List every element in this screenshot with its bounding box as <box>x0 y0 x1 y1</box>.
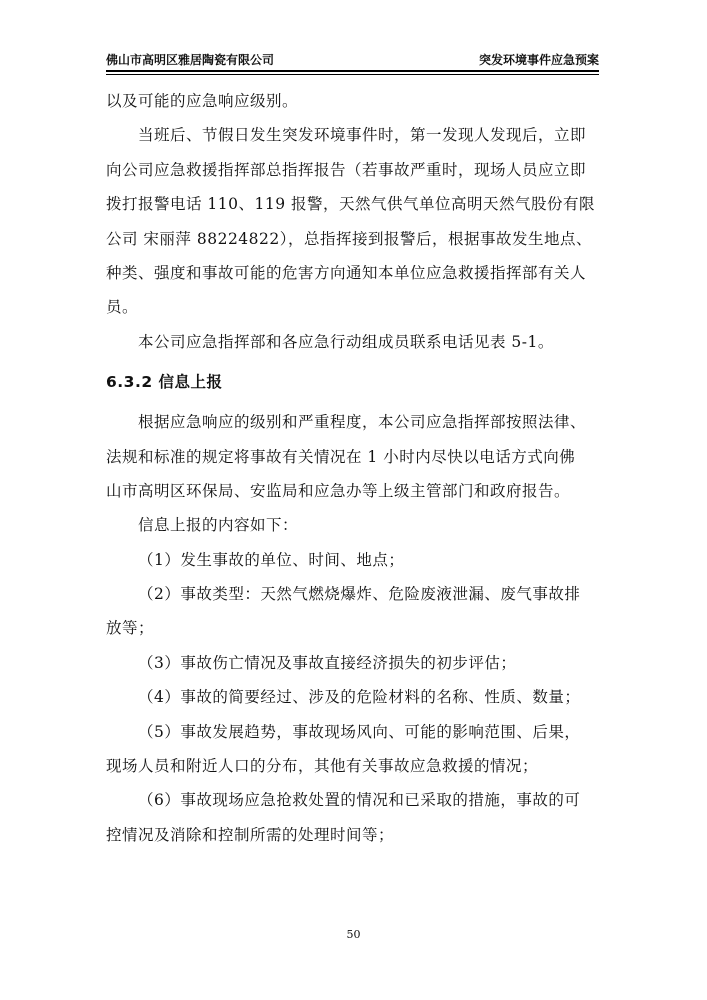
list-item: （1）发生事故的单位、时间、地点； <box>138 550 405 569</box>
paragraph-line: 拨打报警电话 110、119 报警，天然气供气单位高明天然气股份有限 <box>106 195 596 214</box>
paragraph-line: 山市高明区环保局、安监局和应急办等上级主管部门和政府报告。 <box>106 481 571 500</box>
list-item: （5）事故发展趋势，事故现场风向、可能的影响范围、后果， <box>138 722 581 741</box>
list-item: （2）事故类型：天然气燃烧爆炸、危险废液泄漏、废气事故排 <box>138 585 581 604</box>
document-body <box>106 84 599 852</box>
header-rule-thin <box>106 74 599 75</box>
list-item-continuation: 现场人员和附近人口的分布，其他有关事故应急救援的情况； <box>106 757 539 776</box>
paragraph-line: 种类、强度和事故可能的危害方向通知本单位应急救援指挥部有关人 <box>106 263 587 282</box>
section-heading: 6.3.2 信息上报 <box>106 373 223 392</box>
list-item: （3）事故伤亡情况及事故直接经济损失的初步评估； <box>138 653 517 672</box>
list-item: （6）事故现场应急抢救处置的情况和已采取的措施，事故的可 <box>138 791 581 810</box>
header-rule-thick <box>106 70 599 72</box>
paragraph-line: 当班后、节假日发生突发环境事件时，第一发现人发现后，立即 <box>138 126 587 145</box>
list-item-continuation: 放等； <box>106 619 155 638</box>
paragraph-line: 根据应急响应的级别和严重程度，本公司应急指挥部按照法律、 <box>138 413 587 432</box>
page-header <box>106 47 599 71</box>
paragraph-line: 向公司应急救援指挥部总指挥报告（若事故严重时，现场人员应立即 <box>106 160 587 179</box>
document-title: 突发环境事件应急预案 <box>478 53 599 67</box>
paragraph-line: 信息上报的内容如下： <box>138 516 299 535</box>
list-item-continuation: 控情况及消除和控制所需的处理时间等； <box>106 825 395 844</box>
company-name: 佛山市高明区雅居陶瓷有限公司 <box>106 53 275 67</box>
paragraph-line: 以及可能的应急响应级别。 <box>106 92 299 110</box>
paragraph-line: 本公司应急指挥部和各应急行动组成员联系电话见表 5-1。 <box>138 332 554 351</box>
page-number: 50 <box>346 928 361 941</box>
paragraph-line: 法规和标准的规定将事故有关情况在 1 小时内尽快以电话方式向佛 <box>106 447 576 466</box>
list-item: （4）事故的简要经过、涉及的危险材料的名称、性质、数量； <box>138 688 581 707</box>
paragraph-line: 员。 <box>106 298 139 317</box>
paragraph-line: 公司 宋丽萍 88224822），总指挥接到报警后，根据事故发生地点、 <box>106 229 592 248</box>
